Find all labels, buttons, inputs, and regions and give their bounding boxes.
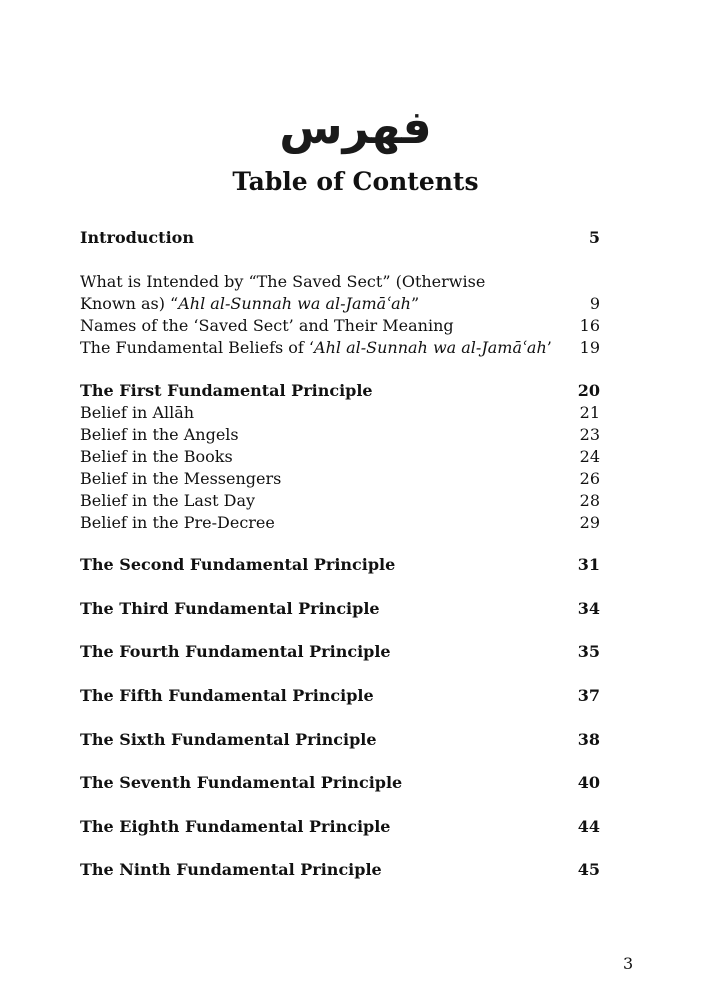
toc-entry-label xyxy=(80,293,419,315)
toc-entry-label: The First Fundamental Principle xyxy=(80,381,373,400)
toc-entry-label: The Fourth Fundamental Principle xyxy=(80,642,391,661)
toc-entry-label: The Eighth Fundamental Principle xyxy=(80,817,391,836)
label-part: Known as) “ xyxy=(80,294,179,313)
toc-entry-page: 40 xyxy=(577,773,600,792)
toc-entry-page: 9 xyxy=(589,294,600,313)
toc-entry-page: 23 xyxy=(579,425,600,444)
toc-entry-label: The Fifth Fundamental Principle xyxy=(80,686,374,705)
toc-entry-page: 37 xyxy=(577,686,600,705)
toc-entry-seventh-principle[interactable] xyxy=(80,772,600,794)
page-number: 3 xyxy=(623,954,634,973)
toc-entry-belief-books[interactable] xyxy=(80,446,600,468)
toc-entry-page: 44 xyxy=(577,817,600,836)
label-part: ” xyxy=(410,294,420,313)
toc-entry-label: Names of the ‘Saved Sect’ and Their Meaning xyxy=(80,316,454,335)
toc-entry-eighth-principle[interactable] xyxy=(80,816,600,838)
toc-entry-page: 16 xyxy=(579,316,600,335)
label-part: The Fundamental Beliefs of ‘ xyxy=(80,338,315,357)
toc-entry-page: 34 xyxy=(577,599,600,618)
toc-entry-page: 29 xyxy=(579,513,600,532)
toc-entry-fundamental-beliefs[interactable] xyxy=(80,337,600,359)
toc-entry-page: 35 xyxy=(577,642,600,661)
toc-entry-label xyxy=(80,337,552,359)
toc-entry-page: 31 xyxy=(577,555,600,574)
toc-entry-page: 26 xyxy=(579,469,600,488)
toc-entry-fourth-principle[interactable] xyxy=(80,641,600,663)
label-part-italic: Ahl al-Sunnah wa al-Jamāʿah xyxy=(314,338,547,357)
toc-entry-first-principle[interactable] xyxy=(80,380,600,402)
toc-entry-belief-angels[interactable] xyxy=(80,424,600,446)
toc-entry-belief-messengers[interactable] xyxy=(80,468,600,490)
toc-entry-page: 24 xyxy=(579,447,600,466)
toc-entry-sixth-principle[interactable] xyxy=(80,729,600,751)
toc-entry-page: 19 xyxy=(579,338,600,357)
toc-entry-label: Belief in Allāh xyxy=(80,403,195,422)
toc-entry-fifth-principle[interactable] xyxy=(80,685,600,707)
toc-entry-label: What is Intended by “The Saved Sect” (Otherwise xyxy=(80,272,486,291)
toc-entry-page: 28 xyxy=(579,491,600,510)
toc-entry-page: 20 xyxy=(577,381,600,400)
toc-entry-label: The Second Fundamental Principle xyxy=(80,555,396,574)
toc-entry-page: 21 xyxy=(579,403,600,422)
toc-entry-label: Belief in the Pre-Decree xyxy=(80,513,275,532)
toc-entry-label: The Third Fundamental Principle xyxy=(80,599,380,618)
toc-entry-names-saved-sect[interactable] xyxy=(80,315,600,337)
toc-entry-belief-allah[interactable] xyxy=(80,402,600,424)
toc-entry-belief-pre-decree[interactable] xyxy=(80,512,600,534)
toc-entry-label: Introduction xyxy=(80,228,194,247)
toc-entry-label: The Sixth Fundamental Principle xyxy=(80,730,377,749)
toc-entry-second-principle[interactable] xyxy=(80,554,600,576)
toc-entry-label: The Seventh Fundamental Principle xyxy=(80,773,403,792)
toc-entry-label: Belief in the Last Day xyxy=(80,491,256,510)
toc-entry-saved-sect-line2[interactable] xyxy=(80,293,600,315)
toc-entry-label: Belief in the Angels xyxy=(80,425,239,444)
toc-entry-third-principle[interactable] xyxy=(80,598,600,620)
page-title: Table of Contents xyxy=(232,167,479,196)
toc-entry-label: Belief in the Messengers xyxy=(80,469,282,488)
toc-entry-page: 38 xyxy=(577,730,600,749)
toc-entry-page: 45 xyxy=(577,860,600,879)
toc-entry-belief-last-day[interactable] xyxy=(80,490,600,512)
label-part: ’ xyxy=(546,338,552,357)
toc-entry-label: Belief in the Books xyxy=(80,447,233,466)
toc-entry-introduction[interactable] xyxy=(80,227,600,249)
arabic-calligraphy-heading: فهرس xyxy=(279,100,432,154)
toc-entry-label: The Ninth Fundamental Principle xyxy=(80,860,382,879)
toc-entry-page: 5 xyxy=(588,228,600,247)
toc-entry-ninth-principle[interactable] xyxy=(80,859,600,881)
label-part-italic: Ahl al-Sunnah wa al-Jamāʿah xyxy=(178,294,411,313)
toc-entry-saved-sect-line1[interactable] xyxy=(80,271,600,293)
